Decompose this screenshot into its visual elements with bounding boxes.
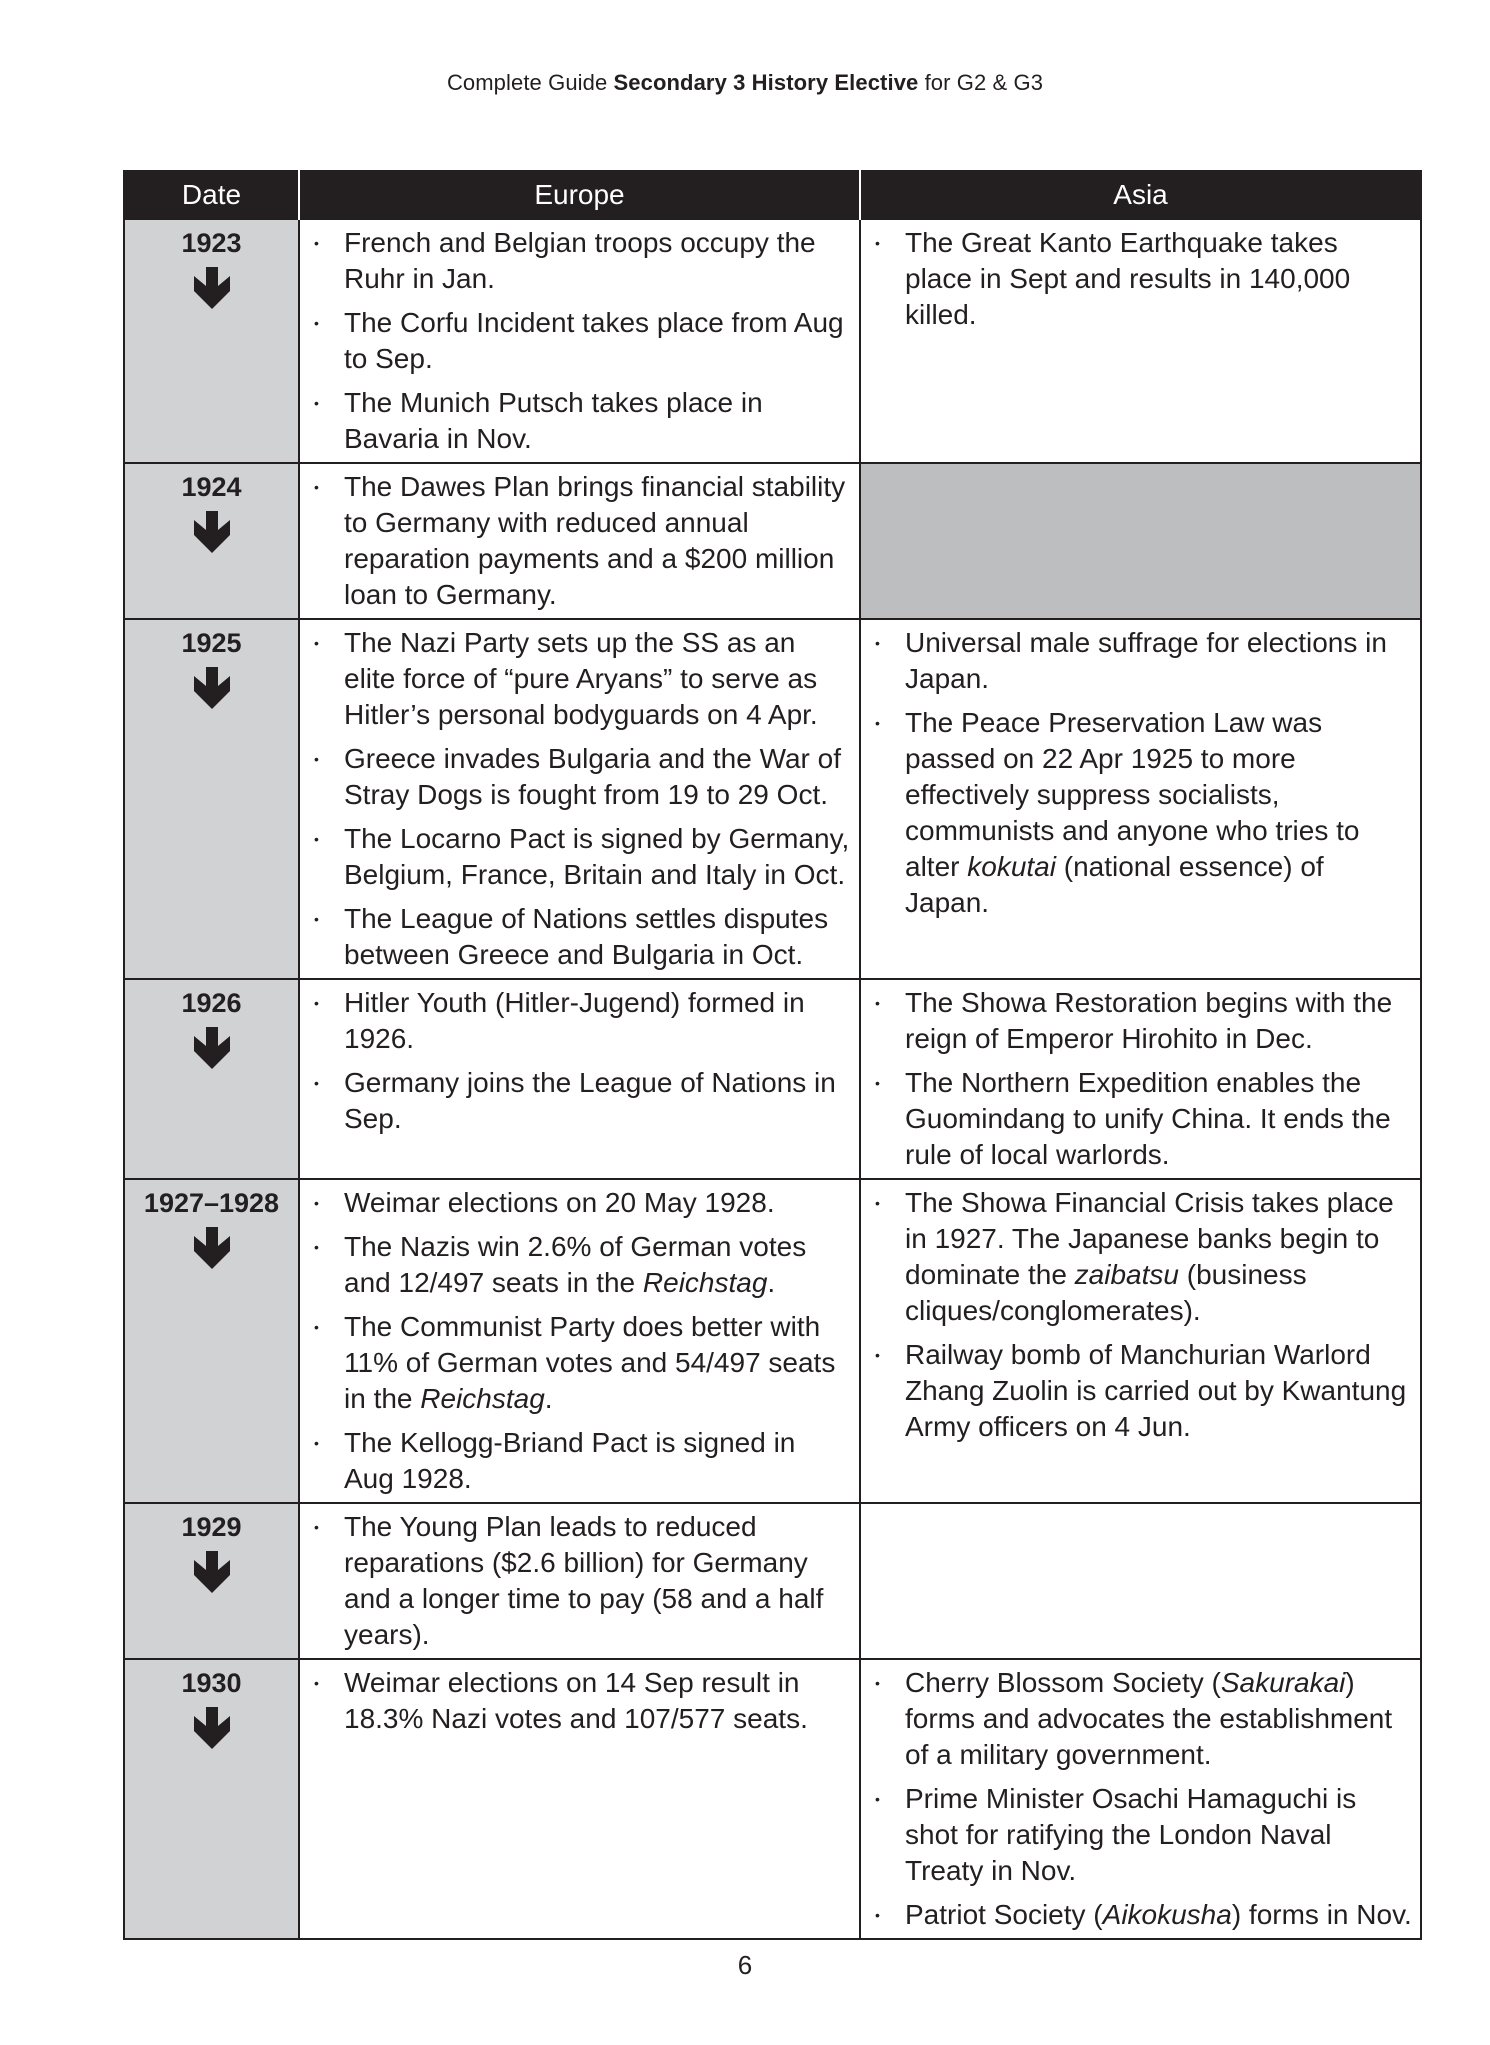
- event-text: The Showa Financial Crisis takes place in 1927. The Japanese banks begin to dominate the zaibatsu (business cliques/conglomerates).: [905, 1187, 1394, 1326]
- list-item: [306, 901, 851, 973]
- event-text: The Peace Preservation Law was passed on 22 Apr 1925 to more effectively suppress socialists, communists and anyone who tries to alter kokutai (national essence) of Japan.: [905, 707, 1360, 918]
- list-item: [867, 1665, 1412, 1773]
- bullet-icon: •: [875, 995, 880, 1011]
- asia-event-list: [867, 1665, 1412, 1933]
- asia-cell: [860, 463, 1421, 619]
- list-item: [306, 985, 851, 1057]
- event-text: The Showa Restoration begins with the reign of Emperor Hirohito in Dec.: [905, 987, 1393, 1054]
- asia-cell: [860, 619, 1421, 979]
- table-row: [124, 619, 1421, 979]
- list-item: [306, 469, 851, 613]
- arrow-down-icon: [190, 509, 234, 555]
- date-label: 1923: [181, 228, 242, 258]
- event-text: The Kellogg-Briand Pact is signed in Aug 1928.: [344, 1427, 796, 1494]
- event-text: Weimar elections on 20 May 1928.: [344, 1187, 775, 1218]
- europe-event-list: [306, 225, 851, 457]
- date-cell: [124, 1179, 299, 1503]
- event-text: Prime Minister Osachi Hamaguchi is shot for ratifying the London Naval Treaty in Nov.: [905, 1783, 1357, 1886]
- list-item: [306, 305, 851, 377]
- arrow-down-icon: [190, 1225, 234, 1271]
- date-label: 1924: [181, 472, 242, 502]
- list-item: [306, 225, 851, 297]
- europe-event-list: [306, 469, 851, 613]
- event-text: The League of Nations settles disputes between Greece and Bulgaria in Oct.: [344, 903, 829, 970]
- list-item: [306, 1229, 851, 1301]
- list-item: [867, 225, 1412, 333]
- bullet-icon: •: [314, 1435, 319, 1451]
- asia-event-list: [867, 225, 1412, 333]
- list-item: [867, 1185, 1412, 1329]
- list-item: [306, 1665, 851, 1737]
- table-row: [124, 979, 1421, 1179]
- event-text: Cherry Blossom Society (Sakurakai) forms and advocates the establishment of a military government.: [905, 1667, 1393, 1770]
- asia-cell: [860, 979, 1421, 1179]
- asia-event-list: [867, 985, 1412, 1173]
- bullet-icon: •: [314, 315, 319, 331]
- date-label: 1929: [181, 1512, 242, 1542]
- bullet-icon: •: [314, 479, 319, 495]
- event-text: Patriot Society (Aikokusha) forms in Nov.: [905, 1899, 1412, 1930]
- bullet-icon: •: [314, 1519, 319, 1535]
- bullet-icon: •: [875, 235, 880, 251]
- date-cell: [124, 219, 299, 463]
- europe-event-list: [306, 985, 851, 1137]
- list-item: [867, 625, 1412, 697]
- date-cell: [124, 1659, 299, 1939]
- event-text: Railway bomb of Manchurian Warlord Zhang Zuolin is carried out by Kwantung Army officers on 4 Jun.: [905, 1339, 1407, 1442]
- book-title: Secondary 3 History Elective: [613, 70, 919, 95]
- list-item: [306, 1509, 851, 1653]
- event-text: The Nazi Party sets up the SS as an elite force of “pure Aryans” to serve as Hitler’s personal bodyguards on 4 Apr.: [344, 627, 818, 730]
- asia-cell: [860, 1179, 1421, 1503]
- bullet-icon: •: [875, 715, 880, 731]
- date-cell: [124, 979, 299, 1179]
- bullet-icon: •: [314, 1075, 319, 1091]
- date-cell: [124, 619, 299, 979]
- europe-cell: [299, 1503, 860, 1659]
- page-number: 6: [737, 1950, 753, 1980]
- event-text: Weimar elections on 14 Sep result in 18.3% Nazi votes and 107/577 seats.: [344, 1667, 808, 1734]
- event-text: The Locarno Pact is signed by Germany, Belgium, France, Britain and Italy in Oct.: [344, 823, 850, 890]
- bullet-icon: •: [314, 911, 319, 927]
- asia-cell: [860, 1503, 1421, 1659]
- event-text: The Northern Expedition enables the Guomindang to unify China. It ends the rule of local warlords.: [905, 1067, 1391, 1170]
- date-cell: [124, 1503, 299, 1659]
- timeline-table: [123, 170, 1422, 1940]
- list-item: [867, 1897, 1412, 1933]
- bullet-icon: •: [314, 751, 319, 767]
- list-item: [306, 625, 851, 733]
- bullet-icon: •: [875, 1195, 880, 1211]
- europe-cell: [299, 463, 860, 619]
- list-item: [867, 1781, 1412, 1889]
- date-label: 1926: [181, 988, 242, 1018]
- europe-cell: [299, 979, 860, 1179]
- header-prefix: Complete Guide: [446, 70, 614, 95]
- bullet-icon: •: [875, 1347, 880, 1363]
- running-header: [0, 70, 1490, 96]
- table-header: [124, 171, 1421, 219]
- table-row: [124, 219, 1421, 463]
- bullet-icon: •: [314, 831, 319, 847]
- table-row: [124, 1179, 1421, 1503]
- date-label: 1925: [181, 628, 242, 658]
- list-item: [306, 385, 851, 457]
- date-label: 1930: [181, 1668, 242, 1698]
- list-item: [306, 741, 851, 813]
- event-text: Universal male suffrage for elections in Japan.: [905, 627, 1387, 694]
- bullet-icon: •: [314, 1239, 319, 1255]
- bullet-icon: •: [314, 395, 319, 411]
- list-item: [306, 1309, 851, 1417]
- table-row: [124, 463, 1421, 619]
- bullet-icon: •: [314, 1195, 319, 1211]
- date-label: 1927–1928: [143, 1188, 280, 1218]
- list-item: [867, 705, 1412, 921]
- table-row: [124, 1659, 1421, 1939]
- bullet-icon: •: [875, 1675, 880, 1691]
- arrow-down-icon: [190, 665, 234, 711]
- europe-event-list: [306, 1665, 851, 1737]
- bullet-icon: •: [314, 995, 319, 1011]
- event-text: The Munich Putsch takes place in Bavaria in Nov.: [344, 387, 763, 454]
- asia-event-list: [867, 1185, 1412, 1445]
- asia-event-list: [867, 625, 1412, 921]
- date-cell: [124, 463, 299, 619]
- event-text: Hitler Youth (Hitler-Jugend) formed in 1926.: [344, 987, 805, 1054]
- bullet-icon: •: [314, 235, 319, 251]
- event-text: The Communist Party does better with 11% of German votes and 54/497 seats in the Reichstag.: [344, 1311, 836, 1414]
- event-text: The Nazis win 2.6% of German votes and 12/497 seats in the Reichstag.: [344, 1231, 807, 1298]
- europe-event-list: [306, 1509, 851, 1653]
- header-suffix: for G2 & G3: [918, 70, 1044, 95]
- arrow-down-icon: [190, 1705, 234, 1751]
- list-item: [867, 1065, 1412, 1173]
- header-europe: Europe: [299, 171, 860, 219]
- list-item: [306, 1185, 851, 1221]
- europe-cell: [299, 1179, 860, 1503]
- list-item: [306, 821, 851, 893]
- asia-cell: [860, 219, 1421, 463]
- event-text: Germany joins the League of Nations in Sep.: [344, 1067, 836, 1134]
- arrow-down-icon: [190, 265, 234, 311]
- arrow-down-icon: [190, 1549, 234, 1595]
- europe-event-list: [306, 625, 851, 973]
- arrow-down-icon: [190, 1025, 234, 1071]
- bullet-icon: •: [875, 1907, 880, 1923]
- list-item: [867, 985, 1412, 1057]
- europe-cell: [299, 219, 860, 463]
- bullet-icon: •: [314, 1675, 319, 1691]
- bullet-icon: •: [875, 1791, 880, 1807]
- list-item: [306, 1065, 851, 1137]
- list-item: [306, 1425, 851, 1497]
- list-item: [867, 1337, 1412, 1445]
- bullet-icon: •: [314, 635, 319, 651]
- table-body: [124, 219, 1421, 1939]
- event-text: The Dawes Plan brings financial stability to Germany with reduced annual reparation payments and a $200 million loan to Germany.: [344, 471, 846, 610]
- header-asia: Asia: [860, 171, 1421, 219]
- asia-cell: [860, 1659, 1421, 1939]
- event-text: The Young Plan leads to reduced reparations ($2.6 billion) for Germany and a longer time to pay (58 and a half years).: [344, 1511, 824, 1650]
- bullet-icon: •: [314, 1319, 319, 1335]
- europe-event-list: [306, 1185, 851, 1497]
- event-text: Greece invades Bulgaria and the War of Stray Dogs is fought from 19 to 29 Oct.: [344, 743, 842, 810]
- event-text: The Corfu Incident takes place from Aug to Sep.: [344, 307, 844, 374]
- event-text: French and Belgian troops occupy the Ruhr in Jan.: [344, 227, 816, 294]
- europe-cell: [299, 1659, 860, 1939]
- header-date: Date: [124, 171, 299, 219]
- event-text: The Great Kanto Earthquake takes place in Sept and results in 140,000 killed.: [905, 227, 1351, 330]
- europe-cell: [299, 619, 860, 979]
- bullet-icon: •: [875, 1075, 880, 1091]
- bullet-icon: •: [875, 635, 880, 651]
- table-row: [124, 1503, 1421, 1659]
